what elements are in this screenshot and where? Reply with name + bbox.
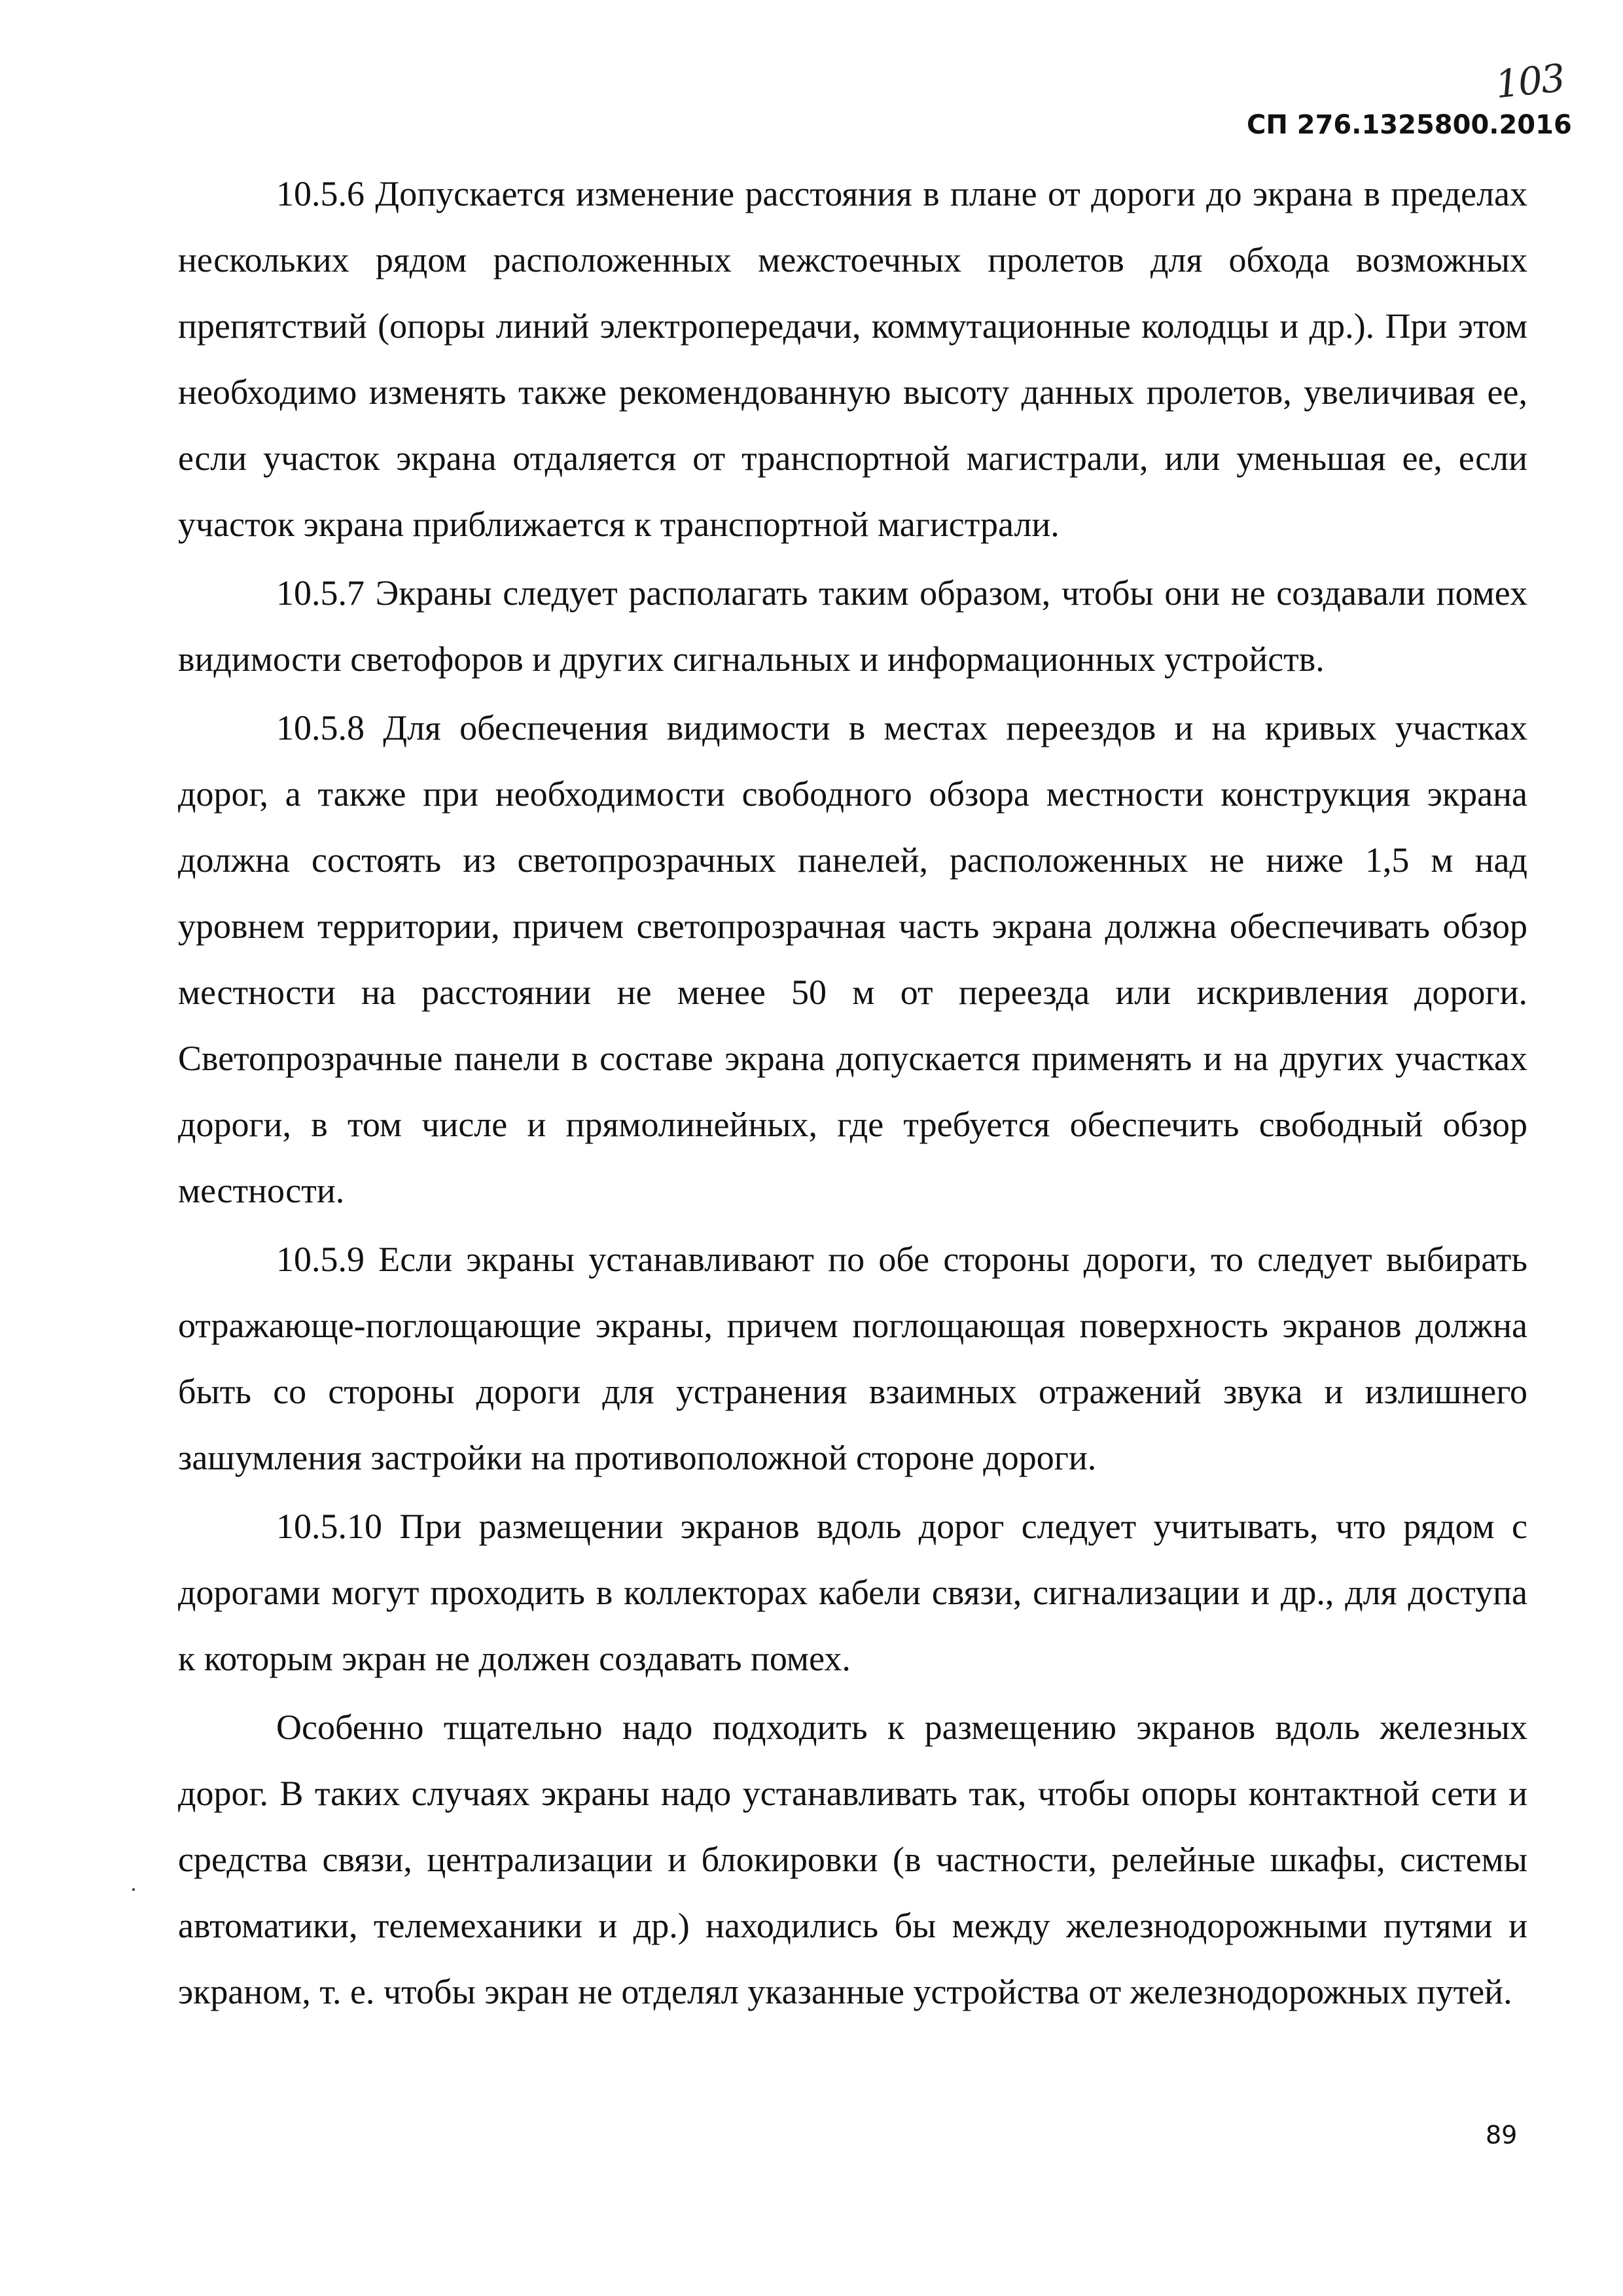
document-body <box>178 161 1527 2025</box>
paragraph-10-5-9: 10.5.9 Если экраны устанавливают по обе стороны дороги, то следует выбирать отражающе-поглощающие экраны, причем поглощающая поверхность экранов должна быть со стороны дороги для устранения взаимных отражений звука и излишнего зашумления застройки на противоположной стороне дороги. <box>178 1240 1527 1477</box>
paragraph-10-5-10: 10.5.10 При размещении экранов вдоль дорог следует учитывать, что рядом с дорогами могут проходить в коллекторах кабели связи, сигнализации и др., для доступа к которым экран не должен создавать помех. <box>178 1507 1527 1678</box>
paragraph-railway-note: Особенно тщательно надо подходить к размещению экранов вдоль железных дорог. В таких случаях экраны надо устанавливать так, чтобы опоры контактной сети и средства связи, централизации и блокировки (в частности, релейные шкафы, системы автоматики, телемеханики и др.) находились бы между железнодорожными путями и экраном, т. е. чтобы экран не отделял указанные устройства от железнодорожных путей. <box>178 1708 1527 2011</box>
scan-speck <box>132 1888 135 1891</box>
page-number: 89 <box>1486 2121 1518 2149</box>
document-code-header: СП 276.1325800.2016 <box>1247 110 1572 140</box>
paragraph-10-5-8: 10.5.8 Для обеспечения видимости в местах переездов и на кривых участках дорог, а также при необходимости свободного обзора местности конструкция экрана должна состоять из светопрозрачных панелей, расположенных не ниже 1,5 м над уровнем территории, причем светопрозрачная часть экрана должна обеспечивать обзор местности на расстоянии не менее 50 м от переезда или искривления дороги. Светопрозрачные панели в составе экрана допускается применять и на других участках дороги, в том числе и прямолинейных, где требуется обеспечить свободный обзор местности. <box>178 708 1527 1210</box>
paragraph-10-5-7: 10.5.7 Экраны следует располагать таким образом, чтобы они не создавали помех видимости светофоров и других сигнальных и информационных устройств. <box>178 573 1527 679</box>
paragraph-10-5-6: 10.5.6 Допускается изменение расстояния в плане от дороги до экрана в пределах нескольких рядом расположенных межстоечных пролетов для обхода возможных препятствий (опоры линий электропередачи, коммутационные колодцы и др.). При этом необходимо изменять также рекомендованную высоту данных пролетов, увеличивая ее, если участок экрана отдаляется от транспортной магистрали, или уменьшая ее, если участок экрана приближается к транспортной магистрали. <box>178 174 1527 544</box>
handwritten-page-number: 103 <box>1493 55 1566 107</box>
